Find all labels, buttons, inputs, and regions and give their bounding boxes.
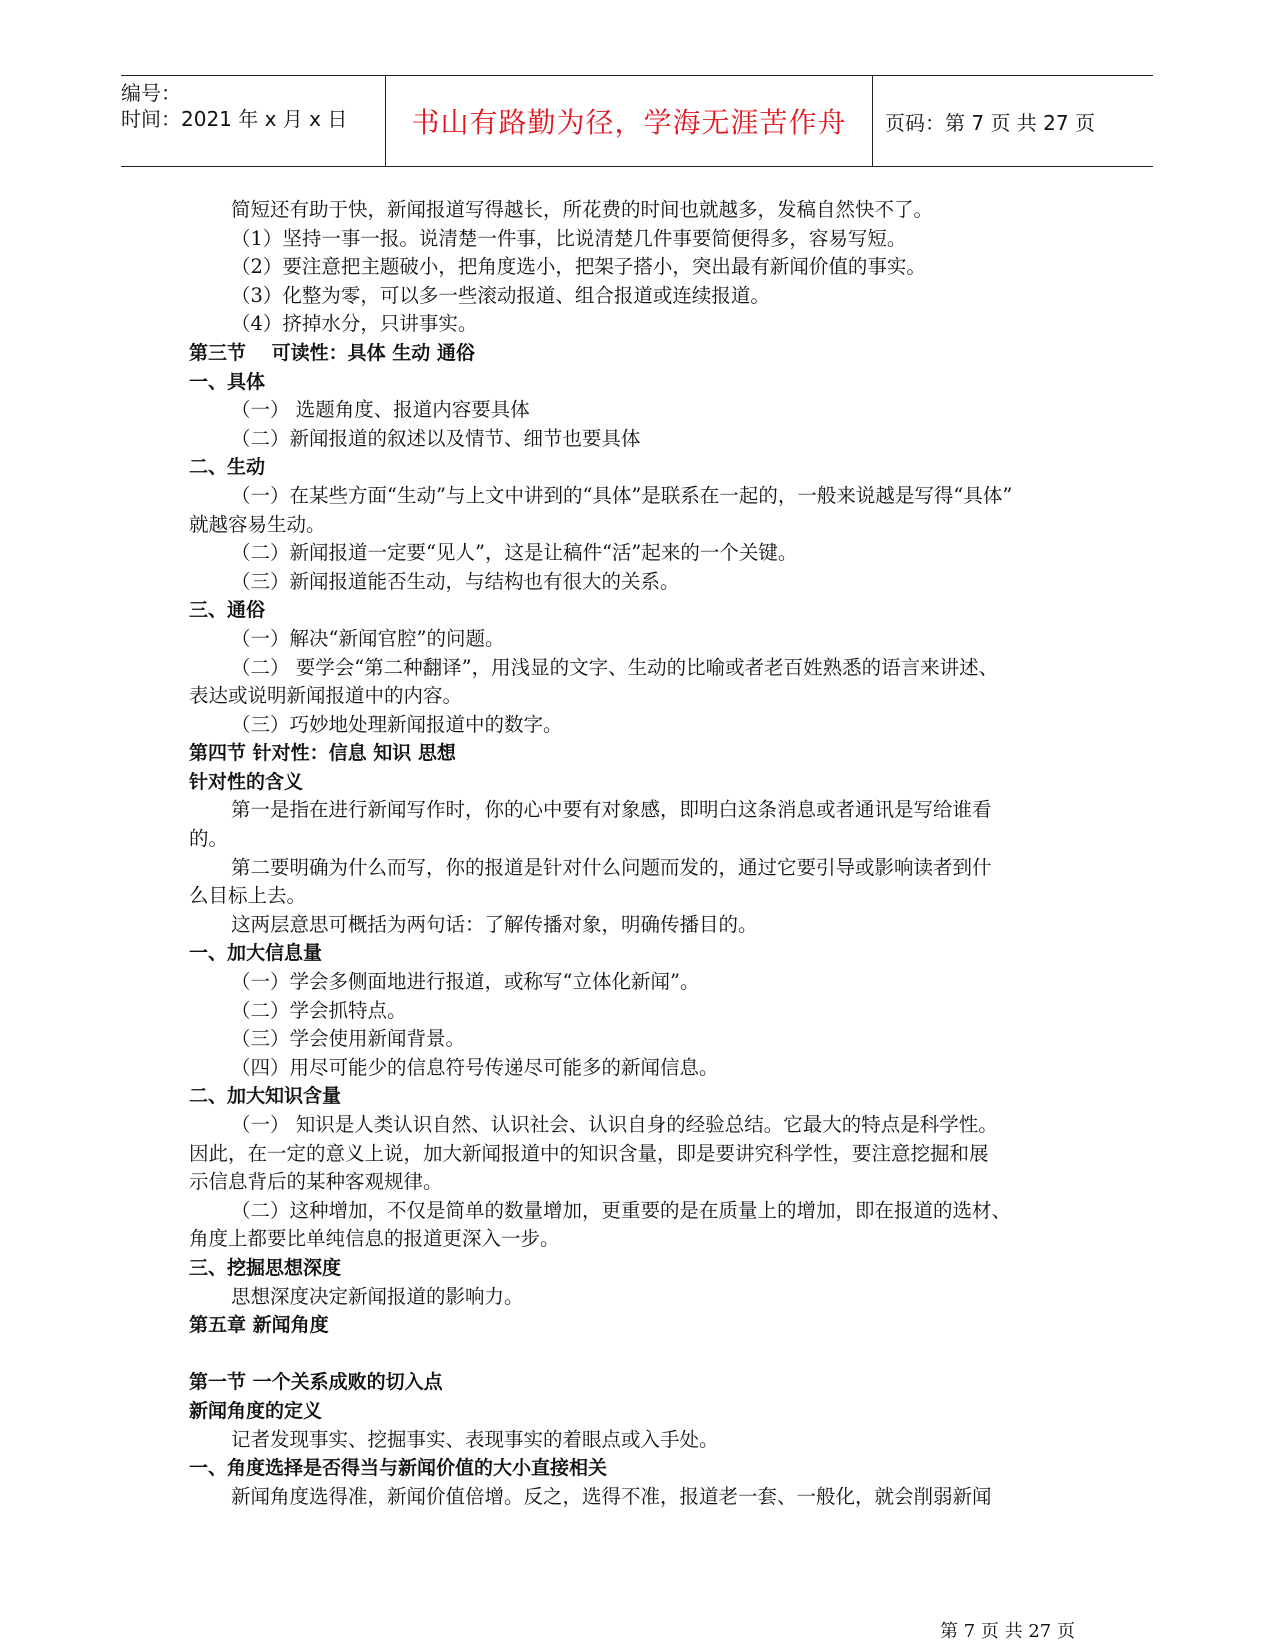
document-header <box>121 75 1153 167</box>
number-label: 编号： <box>121 81 181 105</box>
paragraph-line: 么目标上去。 <box>189 884 307 908</box>
paragraph-line: （一）在某些方面“生动”与上文中讲到的“具体”是联系在一起的，一般来说越是写得“具体” <box>231 483 1013 507</box>
paragraph-line: 就越容易生动。 <box>189 512 326 536</box>
section-heading: 第五章 新闻角度 <box>189 1314 329 1337</box>
paragraph-line: （二）新闻报道的叙述以及情节、细节也要具体 <box>231 426 641 450</box>
section-heading: 一、加大信息量 <box>189 942 323 965</box>
paragraph-line: 因此，在一定的意义上说，加大新闻报道中的知识含量，即是要讲究科学性，要注意挖掘和展 <box>189 1141 989 1165</box>
section-heading: 三、挖掘思想深度 <box>189 1256 342 1279</box>
page-footer: 第 7 页 共 27 页 <box>940 1621 1075 1642</box>
paragraph-line: （二）学会抓特点。 <box>231 998 407 1022</box>
section-heading: 三、通俗 <box>189 599 266 622</box>
paragraph-line: （一）学会多侧面地进行报道，或称写“立体化新闻”。 <box>231 970 700 994</box>
paragraph-line: （三）巧妙地处理新闻报道中的数字。 <box>231 712 563 736</box>
section-heading: 针对性的含义 <box>189 770 304 793</box>
time-label: 时间：2021 年 x 月 x 日 <box>121 107 348 131</box>
header-meta <box>121 76 385 166</box>
paragraph-line: 思想深度决定新闻报道的影响力。 <box>231 1284 524 1308</box>
section-heading: 第一节 一个关系成败的切入点 <box>189 1371 443 1394</box>
paragraph-line: 第一是指在进行新闻写作时，你的心中要有对象感，即明白这条消息或者通讯是写给谁看 <box>231 798 992 822</box>
page-info: 页码：第 7 页 共 27 页 <box>885 110 1095 135</box>
paragraph-line: （3）化整为零，可以多一些滚动报道、组合报道或连续报道。 <box>231 283 770 307</box>
section-heading: 二、加大知识含量 <box>189 1085 342 1108</box>
paragraph-line: 新闻角度选得准，新闻价值倍增。反之，选得不准，报道老一套、一般化，就会削弱新闻 <box>231 1484 992 1508</box>
paragraph-line: 第二要明确为什么而写，你的报道是针对什么问题而发的，通过它要引导或影响读者到什 <box>231 855 992 879</box>
paragraph-line: （2）要注意把主题破小，把角度选小，把架子搭小，突出最有新闻价值的事实。 <box>231 255 926 279</box>
paragraph-line: 这两层意思可概括为两句话：了解传播对象，明确传播目的。 <box>231 912 758 936</box>
blank-line <box>189 1340 1099 1369</box>
paragraph-line: （一） 选题角度、报道内容要具体 <box>231 398 530 422</box>
document-body <box>189 196 1099 1511</box>
paragraph-line: 表达或说明新闻报道中的内容。 <box>189 684 463 708</box>
paragraph-line: （二）这种增加，不仅是简单的数量增加，更重要的是在质量上的增加，即在报道的选材、 <box>231 1198 1012 1222</box>
paragraph-line: （二）新闻报道一定要“见人”，这是让稿件“活”起来的一个关键。 <box>231 541 798 565</box>
paragraph-line: （1）坚持一事一报。说清楚一件事，比说清楚几件事要简便得多，容易写短。 <box>231 226 907 250</box>
section-heading: 一、角度选择是否得当与新闻价值的大小直接相关 <box>189 1457 608 1480</box>
paragraph-line: 简短还有助于快，新闻报道写得越长，所花费的时间也就越多，发稿自然快不了。 <box>231 198 934 221</box>
paragraph-line: （三）新闻报道能否生动，与结构也有很大的关系。 <box>231 569 680 593</box>
paragraph-line: （4）挤掉水分，只讲事实。 <box>231 312 478 336</box>
paragraph-line: 记者发现事实、挖掘事实、表现事实的着眼点或入手处。 <box>231 1427 719 1451</box>
paragraph-line: 角度上都要比单纯信息的报道更深入一步。 <box>189 1227 560 1251</box>
header-page-cell <box>873 76 1153 166</box>
section-heading: 新闻角度的定义 <box>189 1399 323 1422</box>
header-motto-cell <box>385 76 873 166</box>
paragraph-line: （二） 要学会“第二种翻译”，用浅显的文字、生动的比喻或者老百姓熟悉的语言来讲述、 <box>231 655 999 679</box>
section-heading: 二、生动 <box>189 456 266 479</box>
paragraph-line: （一）解决“新闻官腔”的问题。 <box>231 626 505 650</box>
paragraph-line: 示信息背后的某种客观规律。 <box>189 1170 443 1194</box>
section-heading: 第三节 可读性：具体 生动 通俗 <box>189 341 475 364</box>
paragraph-line: （一） 知识是人类认识自然、认识社会、认识自身的经验总结。它最大的特点是科学性。 <box>231 1113 998 1136</box>
motto-text: 书山有路勤为径，学海无涯苦作舟 <box>411 106 847 139</box>
section-heading: 第四节 针对性：信息 知识 思想 <box>189 742 456 765</box>
paragraph-line: （四）用尽可能少的信息符号传递尽可能多的新闻信息。 <box>231 1055 719 1079</box>
paragraph-line: （三）学会使用新闻背景。 <box>231 1027 466 1051</box>
paragraph-line: 的。 <box>189 827 229 851</box>
section-heading: 一、具体 <box>189 370 266 393</box>
